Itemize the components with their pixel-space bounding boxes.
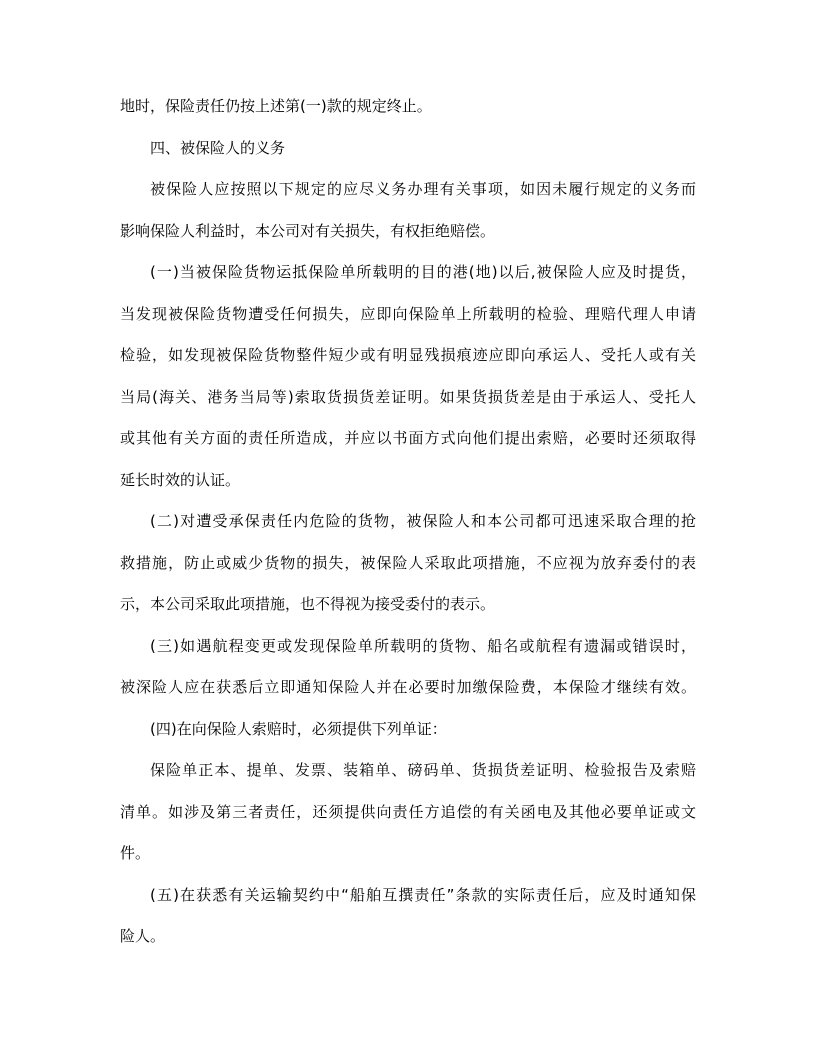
text-line: (二)对遭受承保责任内危险的货物，被保险人和本公司都可迅速采取合理的抢: [150, 512, 696, 530]
text-line: 地时，保险责任仍按上述第(一)款的规定终止。: [120, 97, 432, 115]
section-heading: 四、被保险人的义务: [150, 138, 286, 157]
text-line: 或其他有关方面的责任所造成，并应以书面方式向他们提出索赔，必要时还须取得: [120, 429, 696, 447]
text-line: 被深险人应在获悉后立即通知保险人并在必要时加缴保险费，本保险才继续有效。: [120, 678, 696, 696]
text-line: 保险单正本、提单、发票、装箱单、磅码单、货损货差证明、检验报告及索赔: [150, 761, 696, 779]
text-line: 示，本公司采取此项措施，也不得视为接受委付的表示。: [120, 595, 496, 613]
text-line: 当局(海关、港务当局等)索取货损货差证明。如果货损货差是由于承运人、受托人: [120, 387, 696, 406]
text-line: 险人。: [120, 927, 166, 945]
text-line: (三)如遇航程变更或发现保险单所载明的货物、船名或航程有遗漏或错误时，: [150, 636, 696, 655]
text-line: 清单。如涉及第三者责任，还须提供向责任方追偿的有关函电及其他必要单证或文: [120, 802, 696, 821]
text-line: 延长时效的认证。: [120, 470, 241, 489]
text-line: 件。: [120, 844, 151, 862]
text-line: (四)在向保险人索赔时，必须提供下列单证：: [150, 719, 447, 738]
text-line: 影响保险人利益时，本公司对有关损失，有权拒绝赔偿。: [120, 221, 496, 240]
text-line: (五)在获悉有关运输契约中“船舶互撰责任”条款的实际责任后，应及时通知保: [150, 885, 696, 904]
text-line: 检验，如发现被保险货物整件短少或有明显残损痕迹应即向承运人、受托人或有关: [120, 346, 696, 364]
text-line: 救措施，防止或威少货物的损失，被保险人采取此项措施，不应视为放弃委付的表: [120, 553, 696, 572]
text-line: (一)当被保险货物运抵保险单所载明的目的港(地)以后,被保险人应及时提货，: [150, 263, 696, 281]
text-line: 被保险人应按照以下规定的应尽义务办理有关事项，如因未履行规定的义务而: [150, 180, 696, 198]
document-page: [120, 86, 696, 958]
text-line: 当发现被保险货物遭受任何损失，应即向保险单上所载明的检验、理赔代理人申请: [120, 304, 696, 323]
